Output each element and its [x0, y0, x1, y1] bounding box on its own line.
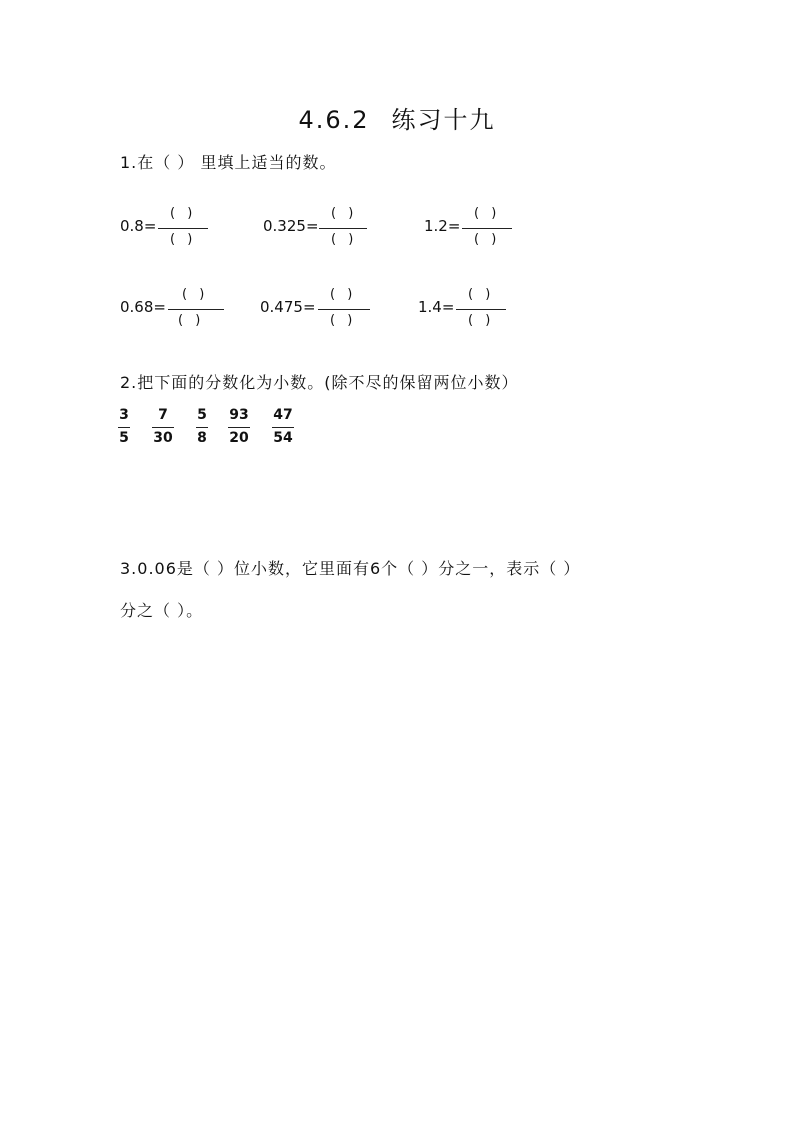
fraction-5: [263, 405, 303, 448]
fraction-numerator: 7: [158, 407, 168, 423]
fraction-bar: [319, 228, 367, 229]
page-title: [0, 100, 794, 135]
denominator-blank[interactable]: ( ): [178, 313, 205, 328]
equation-5: [260, 289, 380, 334]
fraction-2: [143, 405, 183, 448]
question-3-line-1: 3.0.06是（ ）位小数，它里面有6个（ ）分之一，表示（ ）: [120, 559, 581, 578]
denominator-blank[interactable]: ( ): [468, 313, 495, 328]
fraction-denominator: 20: [229, 430, 249, 446]
fraction-4: [219, 405, 259, 448]
fraction-numerator: 93: [229, 407, 249, 423]
equation-lhs: 1.4=: [418, 298, 455, 316]
numerator-blank[interactable]: ( ): [182, 287, 209, 302]
fraction-bar: [168, 309, 224, 310]
equation-lhs: 0.8=: [120, 217, 157, 235]
denominator-blank[interactable]: ( ): [474, 232, 501, 247]
equation-3: [424, 208, 534, 253]
denominator-blank[interactable]: ( ): [330, 313, 357, 328]
fraction-denominator: 5: [119, 430, 129, 446]
equation-lhs: 0.68=: [120, 298, 166, 316]
fraction-3: [182, 405, 222, 448]
question-1-prompt: 1.在（ ） 里填上适当的数。: [120, 153, 337, 172]
fraction-denominator: 30: [153, 430, 173, 446]
fraction-bar: [456, 309, 506, 310]
title-text: 练习十九: [391, 106, 496, 134]
equation-lhs: 1.2=: [424, 217, 461, 235]
fraction-1: [104, 405, 144, 448]
equation-2: [263, 208, 383, 253]
fraction-denominator: 54: [273, 430, 293, 446]
equation-6: [418, 289, 528, 334]
numerator-blank[interactable]: ( ): [474, 206, 501, 221]
title-number: 4.6.2: [298, 106, 370, 134]
denominator-blank[interactable]: ( ): [331, 232, 358, 247]
question-3-line-2: 分之（ ）。: [120, 601, 204, 620]
equation-4: [120, 289, 230, 334]
question-2-prompt: 2.把下面的分数化为小数。(除不尽的保留两位小数）: [120, 373, 519, 392]
numerator-blank[interactable]: ( ): [468, 287, 495, 302]
numerator-blank[interactable]: ( ): [330, 287, 357, 302]
fraction-numerator: 47: [273, 407, 293, 423]
equation-lhs: 0.325=: [263, 217, 319, 235]
fraction-numerator: 5: [197, 407, 207, 423]
fraction-bar: [318, 309, 370, 310]
fraction-numerator: 3: [119, 407, 129, 423]
equation-lhs: 0.475=: [260, 298, 316, 316]
fraction-bar: [158, 228, 208, 229]
equation-1: [120, 208, 230, 253]
numerator-blank[interactable]: ( ): [331, 206, 358, 221]
denominator-blank[interactable]: ( ): [170, 232, 197, 247]
fraction-denominator: 8: [197, 430, 207, 446]
numerator-blank[interactable]: ( ): [170, 206, 197, 221]
fraction-bar: [462, 228, 512, 229]
